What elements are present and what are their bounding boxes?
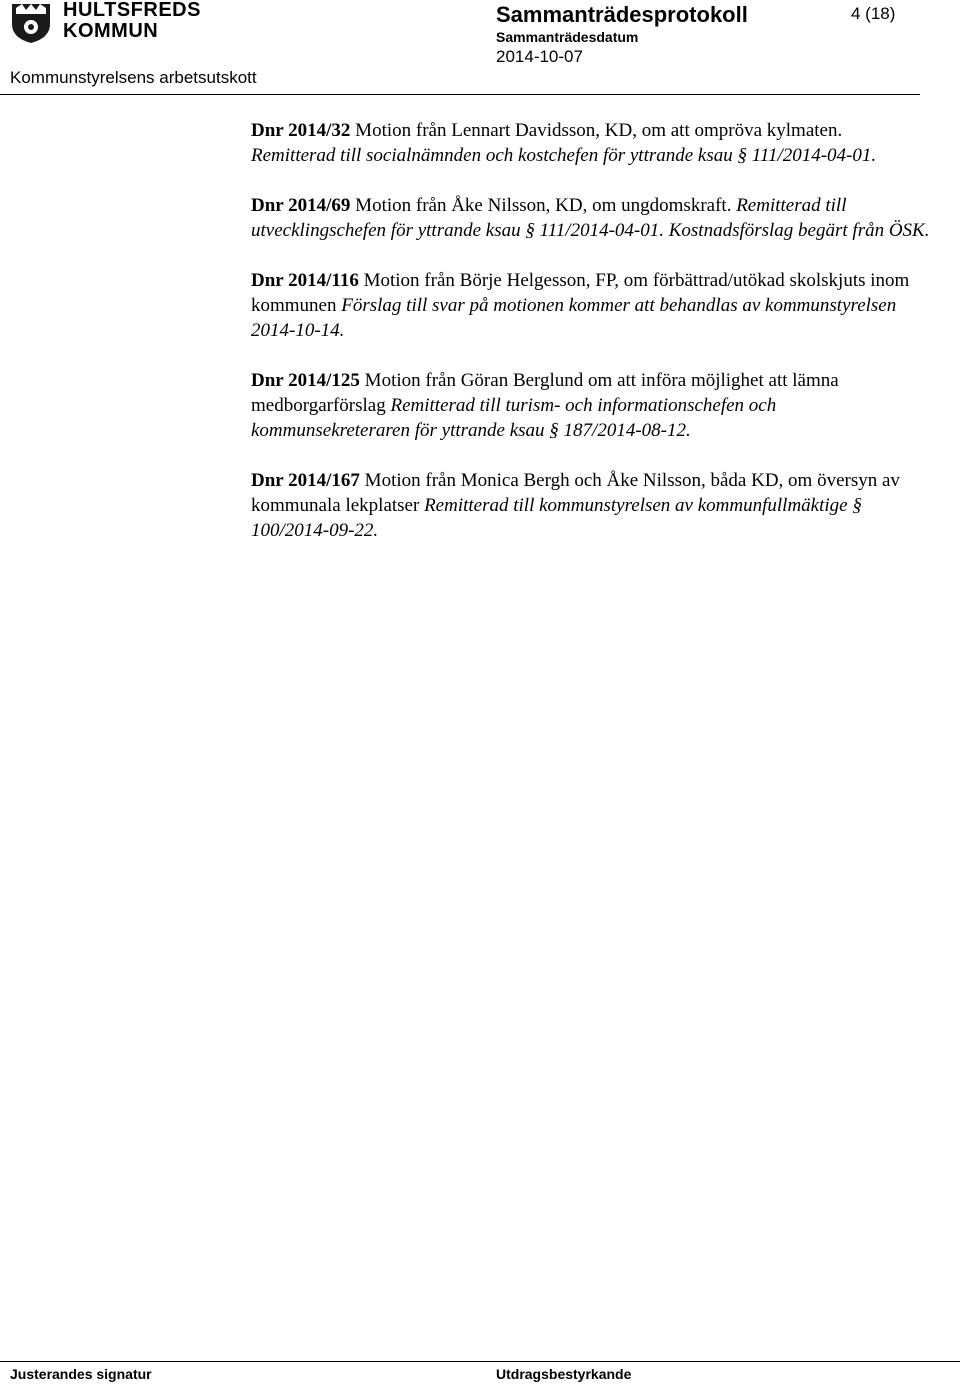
motion-item	[251, 118, 931, 168]
motion-dnr: Dnr 2014/116	[251, 270, 359, 291]
motion-dnr: Dnr 2014/167	[251, 470, 360, 491]
logo-wordmark	[63, 0, 201, 42]
motion-text: Motion från Lennart Davidsson, KD, om att ompröva kylmaten.	[350, 120, 843, 141]
meeting-date-value: 2014-10-07	[496, 47, 583, 66]
organization-name: Kommunstyrelsens arbetsutskott	[10, 68, 257, 87]
motion-text: Motion från Åke Nilsson, KD, om ungdomskraft.	[350, 195, 737, 216]
motion-status: Förslag till svar på motionen kommer att behandlas av kommunstyrelsen 2014-10-14.	[251, 295, 897, 341]
footer-divider	[0, 1361, 960, 1362]
motion-dnr: Dnr 2014/69	[251, 195, 351, 216]
logo-line-1: HULTSFREDS	[63, 0, 201, 21]
municipality-logo	[10, 0, 201, 46]
motion-status: Remitterad till socialnämnden och kostchefen för yttrande ksau § 111/2014-04-01.	[251, 145, 877, 166]
motion-dnr: Dnr 2014/32	[251, 120, 351, 141]
header-divider	[0, 94, 920, 95]
motion-item	[251, 268, 931, 343]
motion-text: Motion från Göran Berglund om att införa möjlighet att lämna medborgarförslag	[251, 370, 839, 416]
motion-status: Remitterad till utvecklingschefen för yttrande ksau § 111/2014-04-01. Kostnadsförslag begärt från ÖSK.	[251, 195, 930, 241]
coat-of-arms-icon	[10, 0, 52, 44]
motion-text: Motion från Monica Bergh och Åke Nilsson, båda KD, om översyn av kommunala lekplatser	[251, 470, 900, 516]
meeting-date-label: Sammanträdesdatum	[496, 29, 639, 45]
motion-item	[251, 368, 931, 443]
motion-item	[251, 468, 931, 543]
motion-status: Remitterad till turism- och informationschefen och kommunsekreteraren för yttrande ksau § 187/2014-08-12.	[251, 395, 777, 441]
motion-status: Remitterad till kommunstyrelsen av kommunfullmäktige § 100/2014-09-22.	[251, 495, 862, 541]
footer-signature-label: Justerandes signatur	[10, 1366, 152, 1382]
motion-list	[251, 118, 931, 568]
document-title: Sammanträdesprotokoll	[496, 2, 748, 27]
page-number: 4 (18)	[851, 4, 896, 23]
footer-certification-label: Utdragsbestyrkande	[496, 1366, 632, 1382]
motion-dnr: Dnr 2014/125	[251, 370, 360, 391]
motion-item	[251, 193, 931, 243]
logo-line-2: KOMMUN	[63, 20, 159, 42]
motion-text: Motion från Börje Helgesson, FP, om förbättrad/utökad skolskjuts inom kommunen	[251, 270, 910, 316]
